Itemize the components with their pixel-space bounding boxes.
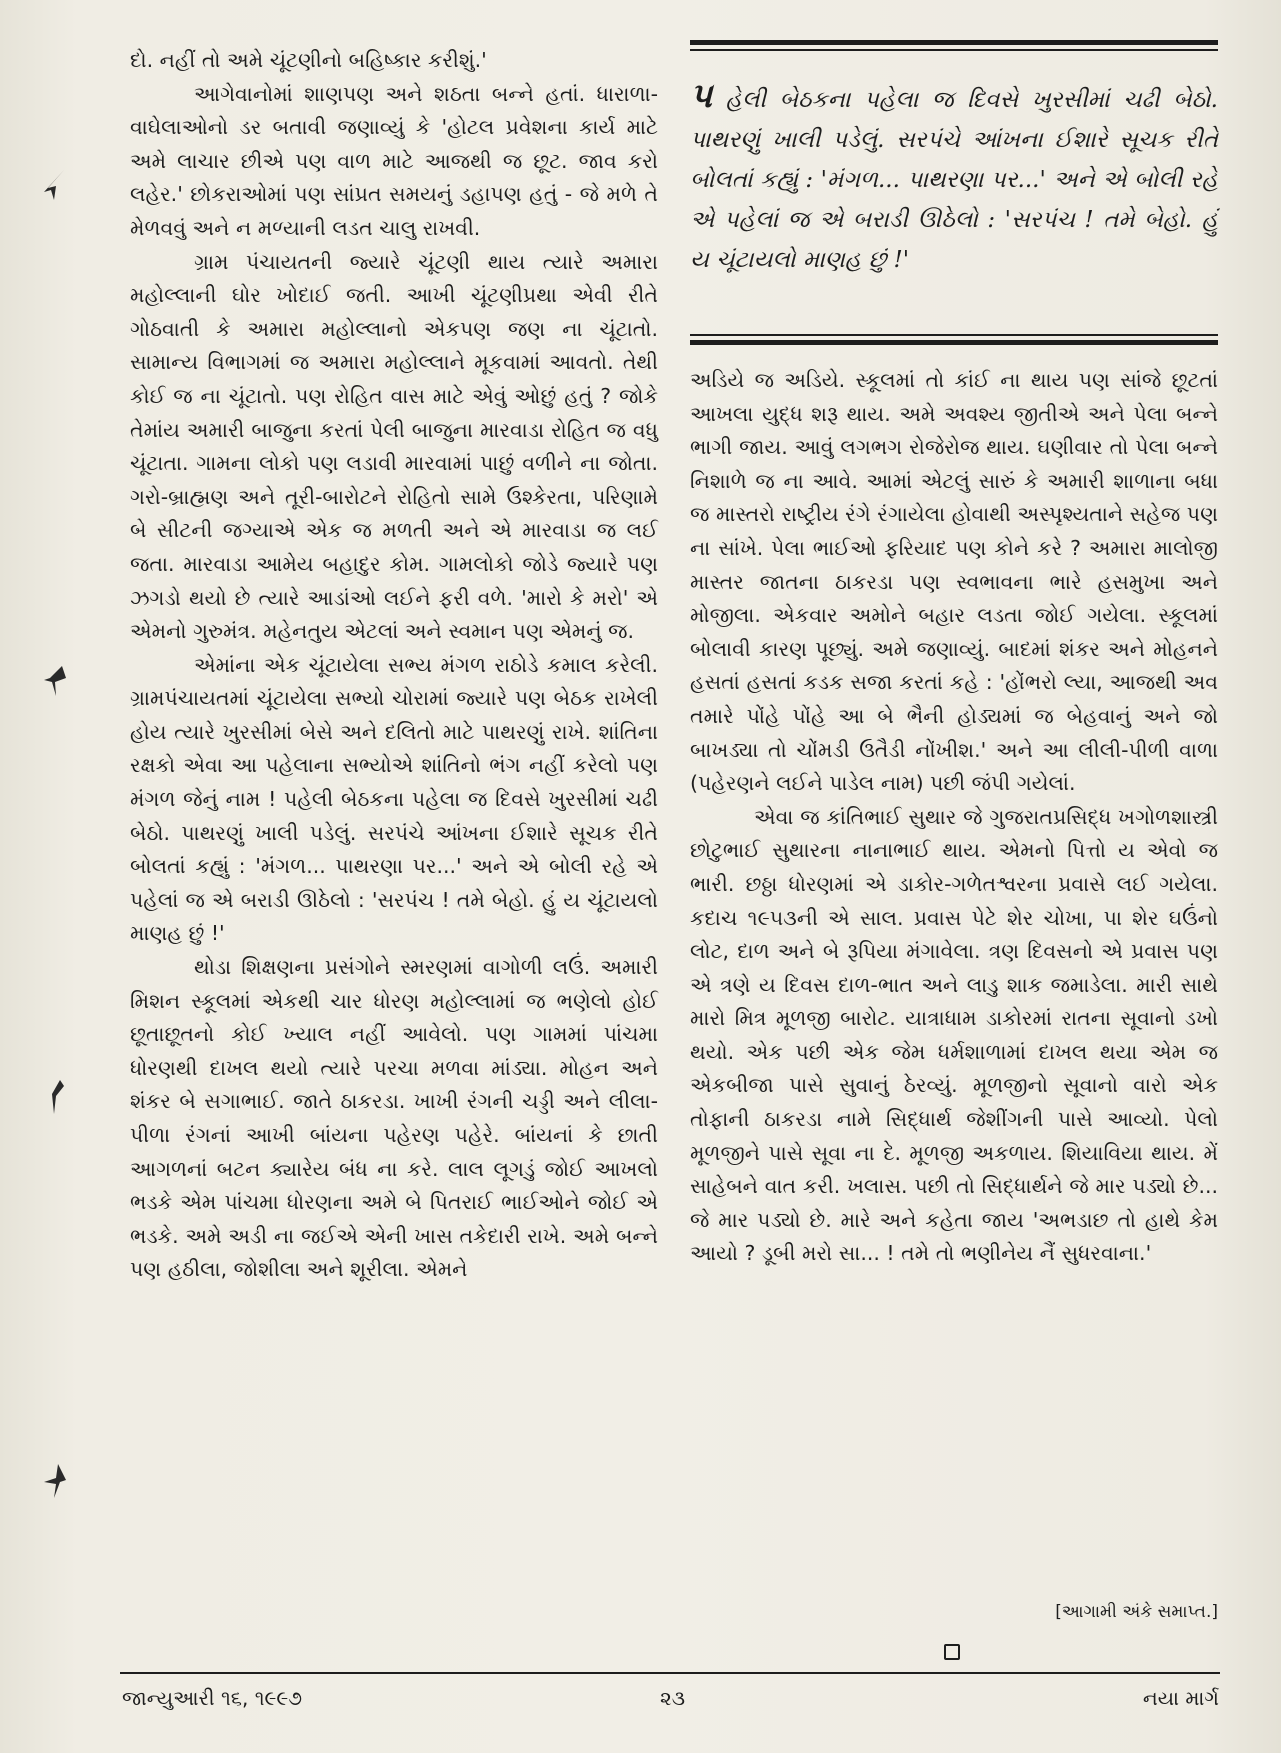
binding-mark-3 bbox=[42, 1080, 68, 1114]
left-paragraph-1: દો. નહીં તો અમે ચૂંટણીનો બહિષ્કાર કરીશું.' bbox=[130, 48, 487, 72]
right-column bbox=[690, 364, 1218, 1271]
pull-quote-dropcap: પ bbox=[690, 76, 713, 116]
pull-quote-bottom-rule bbox=[690, 340, 1218, 345]
left-paragraph-5: થોડા શિક્ષણના પ્રસંગોને સ્મરણમાં વાગોળી લઉં. અમારી મિશન સ્કૂલમાં એકથી ચાર ધોરણ મહોલ્લામાં જ ભણેલો હોઈ છૂતાછૂતનો કોઈ ખ્યાલ નહીં આવેલો. પણ ગામમાં પાંચમા ધોરણથી દાખલ થયો ત્યારે પરચા મળવા માંડ્યા. મોહન અને શંકર બે સગાભાઈ. જાતે ઠાકરડા. ખાખી રંગની ચડ્ડી અને લીલા-પીળા રંગનાં આખી બાંયના પહેરણ પહેરે. બાંયનાં કે છાતી આગળનાં બટન ક્યારેય બંધ ના કરે. લાલ લૂગડું જોઈ આખલો ભડકે એમ પાંચમા ધોરણના અમે બે પિતરાઈ ભાઈઓને જોઈ એ ભડકે. અમે અડી ના જઈએ એની ખાસ તકેદારી રાખે. અમે બન્ને પણ હઠીલા, જોશીલા અને શૂરીલા. એમને bbox=[130, 955, 658, 1282]
magazine-name: નયા માર્ગ bbox=[1142, 1686, 1219, 1710]
footer-rule bbox=[120, 1672, 1220, 1674]
left-column bbox=[130, 44, 658, 1287]
left-paragraph-4: એમાંના એક ચૂંટાયેલા સભ્ય મંગળ રાઠોડે કમાલ કરેલી. ગ્રામપંચાયતમાં ચૂંટાયેલા સભ્યો ચોરામાં જ્યારે પણ બેઠક રાખેલી હોય ત્યારે ખુરસીમાં બેસે અને દલિતો માટે પાથરણું રાખે. શાંતિના રક્ષકો એવા આ પહેલાના સભ્યોએ શાંતિનો ભંગ નહીં કરેલો પણ મંગળ જેનું નામ ! પહેલી બેઠકના પહેલા જ દિવસે ખુરસીમાં ચઢી બેઠો. પાથરણું ખાલી પડેલું. સરપંચે આંખના ઈશારે સૂચક રીતે બોલતાં કહ્યું : 'મંગળ... પાથરણા પર...' અને એ બોલી રહે એ પહેલાં જ એ બરાડી ઊઠેલો : 'સરપંચ ! તમે બેહો. હું ય ચૂંટાયલો માણહ છું !' bbox=[130, 652, 658, 946]
page-number: ૨૩ bbox=[660, 1686, 686, 1710]
pull-quote-top-rule bbox=[690, 40, 1218, 45]
pull-quote-body: હેલી બેઠકના પહેલા જ દિવસે ખુરસીમાં ચઢી બેઠો. પાથરણું ખાલી પડેલું. સરપંચે આંખના ઈશારે સૂચક રીતે બોલતાં કહ્યું : 'મંગળ... પાથરણા પર...' અને એ બોલી રહે એ પહેલાં જ એ બરાડી ઊઠેલો : 'સરપંચ ! તમે બેહો. હું ય ચૂંટાયલો માણહ છું !' bbox=[690, 87, 1218, 273]
pull-quote-bottom-rule-thin bbox=[690, 334, 1218, 336]
binding-mark-2 bbox=[42, 664, 68, 698]
right-paragraph-2: એવા જ કાંતિભાઈ સુથાર જે ગુજરાતપ્રસિદ્ધ ખગોળશાસ્ત્રી છોટુભાઈ સુથારના નાનાભાઈ થાય. એમનો પિત્તો ય એવો જ ભારી. છઠ્ઠા ધોરણમાં એ ડાકોર-ગળેતશ્વરના પ્રવાસે લઈ ગયેલા. કદાચ ૧૯૫૩ની એ સાલ. પ્રવાસ પેટે શેર ચોખા, પા શેર ઘઉંનો લોટ, દાળ અને બે રૂપિયા મંગાવેલા. ત્રણ દિવસનો એ પ્રવાસ પણ એ ત્રણે ય દિવસ દાળ-ભાત અને લાડુ શાક જમાડેલા. મારી સાથે મારો મિત્ર મૂળજી બારોટ. યાત્રાધામ ડાકોરમાં રાતના સૂવાનો ડખો થયો. એક પછી એક જેમ ધર્મશાળામાં દાખલ થયા એમ જ એકબીજા પાસે સુવાનું ઠેરવ્યું. મૂળજીનો સૂવાનો વારો એક તોફાની ઠાકરડા નામે સિદ્ધાર્થ જેશીંગની પાસે આવ્યો. પેલો મૂળજીને પાસે સૂવા ના દે. મૂળજી અકળાય. શિયાવિયા થાય. મેં સાહેબને વાત કરી. ખલાસ. પછી તો સિદ્ધાર્થને જે માર પડ્યો છે... જે માર પડ્યો છે. મારે અને કહેતા જાય 'અભડાછ તો હાથે કેમ આયો ? ડૂબી મરો સા... ! તમે તો ભણીનેય નૈં સુધરવાના.' bbox=[690, 804, 1218, 1266]
left-paragraph-2: આગેવાનોમાં શાણપણ અને શઠતા બન્ને હતાં. ધારાળા-વાઘેલાઓનો ડર બતાવી જણાવ્યું કે 'હોટલ પ્રવેશના કાર્ય માટે અમે લાચાર છીએ પણ વાળ માટે આજથી જ છૂટ. જાવ કરો લહેર.' છોકરાઓમાં પણ સાંપ્રત સમયનું ડહાપણ હતું - જે મળે તે મેળવવું અને ન મળ્યાની લડત ચાલુ રાખવી. bbox=[130, 81, 658, 240]
pull-quote-top-rule-thin bbox=[690, 49, 1218, 51]
footer-date: જાન્યુઆરી ૧૬, ૧૯૯૭ bbox=[122, 1686, 303, 1710]
continued-note: [આગામી અંકે સમાપ્ત.] bbox=[1055, 1602, 1218, 1622]
end-of-article-box-icon bbox=[944, 1644, 960, 1660]
binding-mark-4 bbox=[42, 1464, 68, 1498]
pull-quote bbox=[690, 40, 1218, 362]
right-paragraph-1: અડિયે જ અડિયે. સ્કૂલમાં તો કાંઈ ના થાય પણ સાંજે છૂટતાં આખલા યુદ્ધ શરૂ થાય. અમે અવશ્ય જીતીએ અને પેલા બન્ને ભાગી જાય. આવું લગભગ રોજેરોજ થાય. ઘણીવાર તો પેલા બન્ને નિશાળે જ ના આવે. આમાં એટલું સારું કે અમારી શાળાના બધા જ માસ્તરો રાષ્ટ્રીય રંગે રંગાયેલા હોવાથી અસ્પૃશ્યતાને સહેજ પણ ના સાંખે. પેલા ભાઈઓ ફરિયાદ પણ કોને કરે ? અમારા માલોજી માસ્તર જાતના ઠાકરડા પણ સ્વભાવના ભારે હસમુખા અને મોજીલા. એકવાર અમોને બહાર લડતા જોઈ ગયેલા. સ્કૂલમાં બોલાવી કારણ પૂછ્યું. અમે જણાવ્યું. બાદમાં શંકર અને મોહનને હસતાં હસતાં કડક સજા કરતાં કહે : 'હોંભરો લ્યા, આજથી અવ તમારે પોંહે પોંહે આ બે ભૈની હોડ્યમાં જ બેહવાનું અને જો બાખડ્યા તો ચોંમડી ઉતૈડી નોંખીશ.' અને આ લીલી-પીળી વાળા (પહેરણને લઈને પાડેલ નામ) પછી જંપી ગયેલાં. bbox=[690, 368, 1218, 796]
pull-quote-text bbox=[690, 76, 1218, 280]
binding-mark-1 bbox=[42, 168, 68, 202]
left-paragraph-3: ગ્રામ પંચાયતની જ્યારે ચૂંટણી થાય ત્યારે અમારા મહોલ્લાની ઘોર ખોદાઈ જતી. આખી ચૂંટણીપ્રથા એવી રીતે ગોઠવાતી કે અમારા મહોલ્લાનો એકપણ જણ ના ચૂંટાતો. સામાન્ય વિભાગમાં જ અમારા મહોલ્લાને મૂકવામાં આવતો. તેથી કોઈ જ ના ચૂંટાતો. પણ રોહિત વાસ માટે એવું ઓછું હતું ? જોકે તેમાંય અમારી બાજુના કરતાં પેલી બાજુના મારવાડા રોહિત જ વધુ ચૂંટાતા. ગામના લોકો પણ લડાવી મારવામાં પાછું વળીને ના જોતા. ગરો-બ્રાહ્મણ અને તૂરી-બારોટને રોહિતો સામે ઉશ્કેરતા, પરિણામે બે સીટની જગ્યાએ એક જ મળતી અને એ મારવાડા જ લઈ જતા. મારવાડા આમેય બહાદુર કોમ. ગામલોકો જોડે જ્યારે પણ ઝગડો થયો છે ત્યારે આડાંઓ લઈને ફરી વળે. 'મારો કે મરો' એ એમનો ગુરુમંત્ર. મહેનતુય એટલાં અને સ્વમાન પણ એમનું જ. bbox=[130, 249, 658, 644]
